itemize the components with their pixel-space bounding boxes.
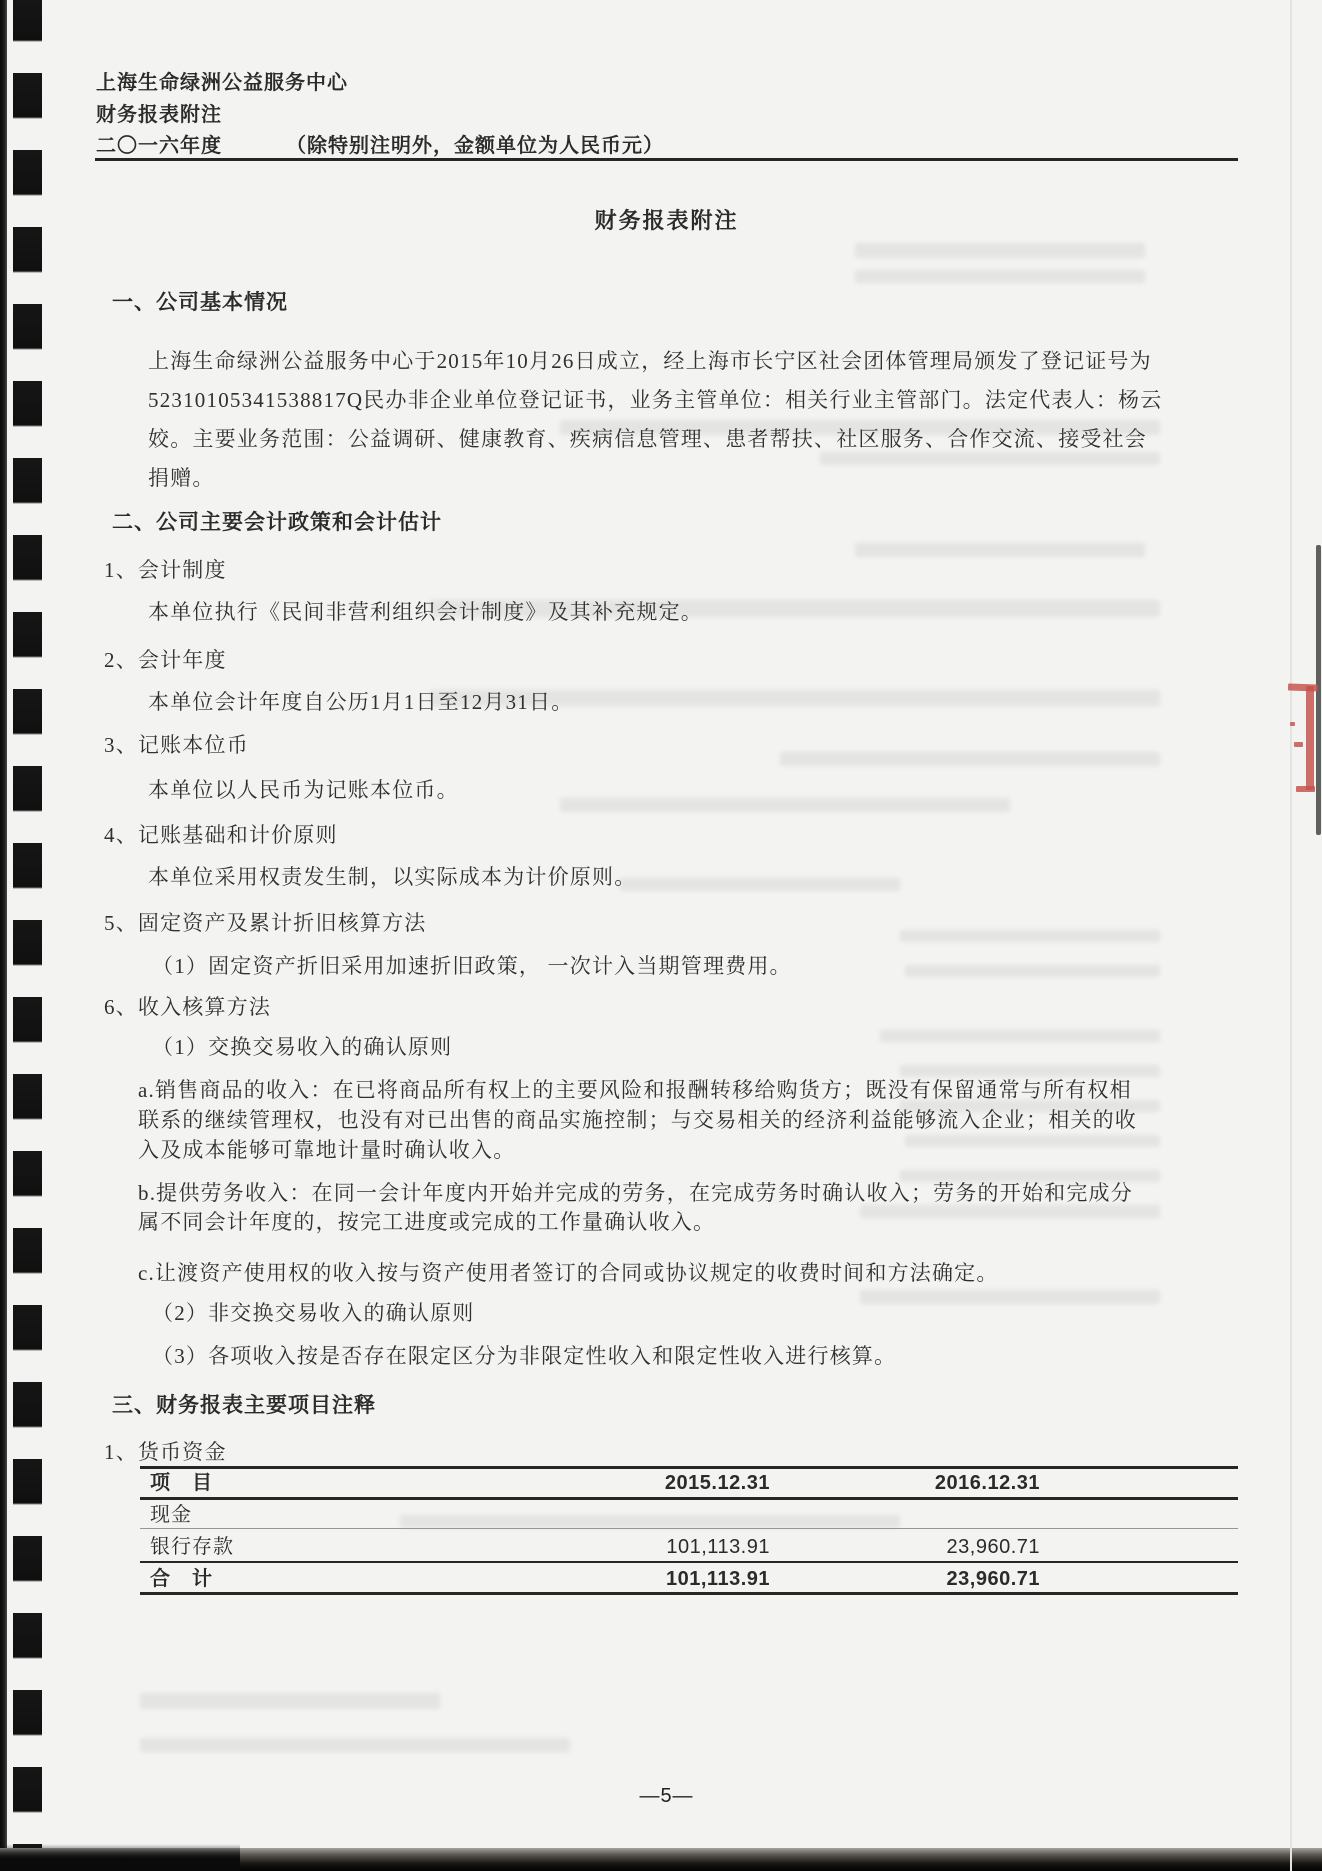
table-total-2016: 23,960.71 [946,1568,1040,1590]
table-header-item: 项 目 [150,1472,213,1494]
binder-edge-strip [0,0,7,1871]
section3-sub-heading: 1、货币资金 [104,1440,227,1464]
table-border-header [140,1497,1238,1500]
table-row-value-2016: 23,960.71 [946,1536,1040,1558]
table-row-value-2015: 101,113.91 [666,1536,770,1558]
fiscal-year: 二〇一六年度 [96,135,222,157]
section3-heading: 三、财务报表主要项目注释 [112,1393,376,1417]
revenue-para-c: c.让渡资产使用权的收入按与资产使用者签订的合同或协议规定的收费时间和方法确定。 [138,1261,999,1285]
org-name: 上海生命绿洲公益服务中心 [96,72,348,94]
revenue-para-a-line: 联系的继续管理权，也没有对已出售的商品实施控制；与交易相关的经济利益能够流入企业；相关的收 [138,1108,1137,1132]
section1-paragraph-line: 姣。主要业务范围：公益调研、健康教育、疾病信息管理、患者帮扶、社区服务、合作交流、接受社会 [148,427,1147,451]
scan-bottom-bar-shadow [0,1844,240,1871]
section1-heading: 一、公司基本情况 [112,290,288,314]
revenue-sub3: （3）各项收入按是否存在限定区分为非限定性收入和限定性收入进行核算。 [152,1344,897,1368]
revenue-sub2: （2）非交换交易收入的确认原则 [152,1301,475,1325]
table-header-2015: 2015.12.31 [664,1472,770,1494]
policy-item-body: 本单位采用权责发生制，以实际成本为计价原则。 [148,865,637,889]
page-number: —5— [639,1785,694,1807]
unit-note: （除特别注明外，金额单位为人民币元） [286,135,664,157]
letterhead-rule [95,158,1238,161]
revenue-para-a-line: a.销售商品的收入：在已将商品所有权上的主要风险和报酬转移给购货方；既没有保留通常与所有权相 [138,1078,1132,1102]
doc-type: 财务报表附注 [96,104,222,126]
table-border-bottom [140,1592,1238,1595]
table-border-top [140,1466,1238,1469]
section2-heading: 二、公司主要会计政策和会计估计 [112,510,442,534]
table-total-2015: 101,113.91 [666,1568,770,1590]
binder-holes [13,0,42,1871]
table-border-subtotal [140,1561,1238,1563]
revenue-para-b-line: b.提供劳务收入：在同一会计年度内开始并完成的劳务，在完成劳务时确认收入；劳务的开始和完成分 [138,1181,1133,1205]
policy-item-label: 6、收入核算方法 [104,995,272,1019]
revenue-para-a-line: 入及成本能够可靠地计量时确认收入。 [138,1138,516,1162]
table-total-label: 合 计 [150,1568,213,1590]
policy-item-body: （1）固定资产折旧采用加速折旧政策， 一次计入当期管理费用。 [152,954,792,978]
table-row-divider [140,1528,1238,1529]
revenue-sub1: （1）交换交易收入的确认原则 [152,1035,453,1059]
table-row-item: 银行存款 [150,1536,234,1558]
revenue-para-b-line: 属不同会计年度的，按完工进度或完成的工作量确认收入。 [138,1210,716,1234]
page-title: 财务报表附注 [594,208,739,233]
policy-item-label: 3、记账本位币 [104,733,249,757]
table-row-item: 现金 [150,1504,192,1526]
policy-item-label: 2、会计年度 [104,648,227,672]
section1-paragraph-line: 52310105341538817Q民办非企业单位登记证书，业务主管单位：相关行业主管部门。法定代表人：杨云 [148,388,1163,412]
page-edge-shade [1290,0,1292,1871]
policy-item-body: 本单位执行《民间非营利组织会计制度》及其补充规定。 [148,600,703,624]
policy-item-label: 5、固定资产及累计折旧核算方法 [104,911,427,935]
section1-paragraph-line: 上海生命绿洲公益服务中心于2015年10月26日成立，经上海市长宁区社会团体管理局颁发了登记证号为 [148,349,1152,373]
policy-item-label: 1、会计制度 [104,558,227,582]
table-header-2016: 2016.12.31 [934,1472,1040,1494]
policy-item-body: 本单位以人民币为记账本位币。 [148,778,459,802]
fiscal-year-line [96,135,664,158]
policy-item-label: 4、记账基础和计价原则 [104,823,338,847]
section1-paragraph-line: 捐赠。 [148,466,215,490]
policy-item-body: 本单位会计年度自公历1月1日至12月31日。 [148,690,574,714]
